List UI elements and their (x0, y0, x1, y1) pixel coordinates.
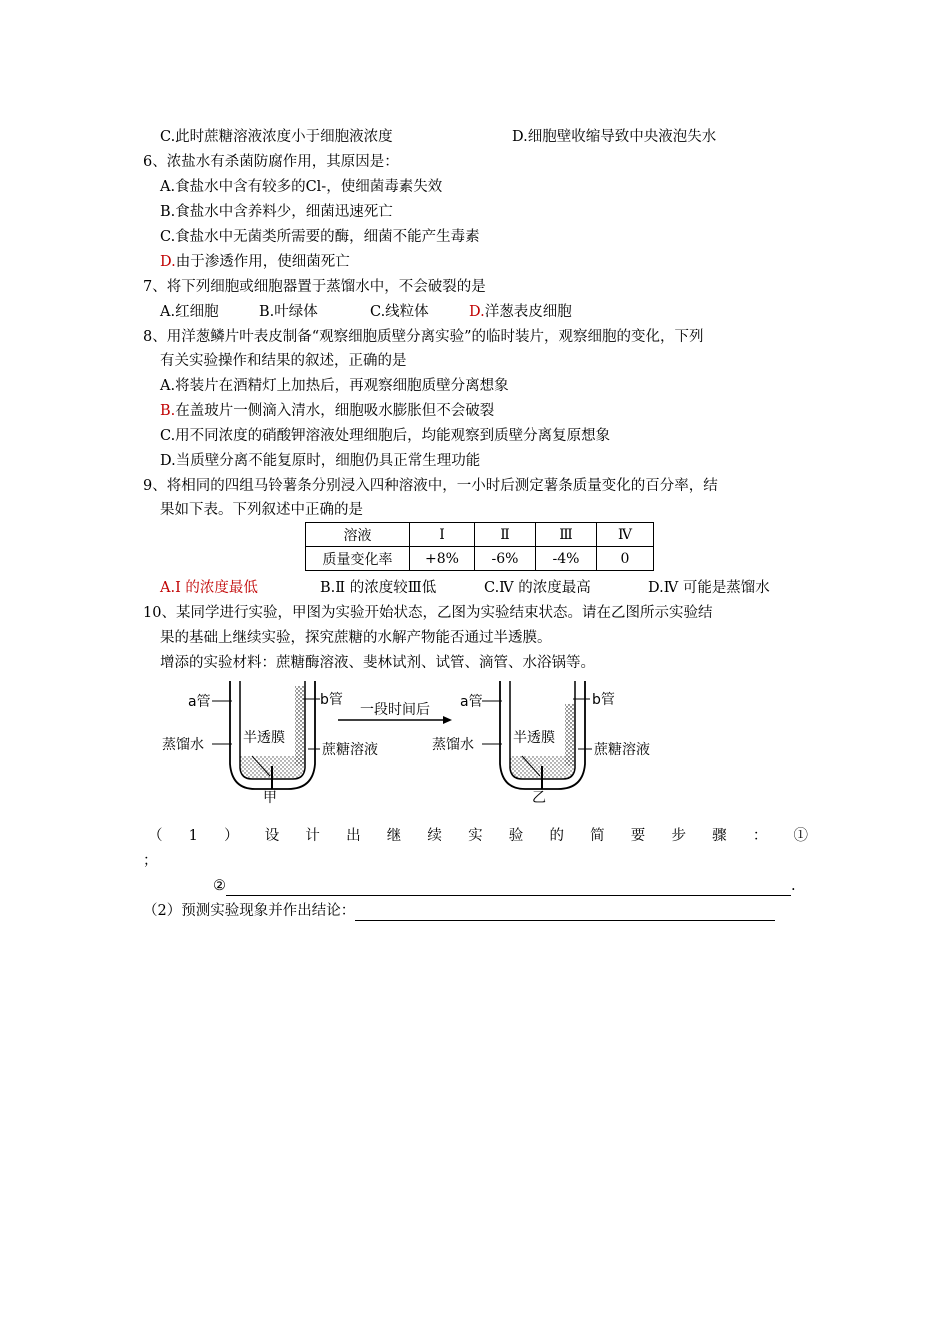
arrow-label: 一段时间后 (360, 702, 430, 718)
q6-answer-letter: D. (160, 254, 176, 270)
q10-materials: 增添的实验材料：蔗糖酶溶液、斐林试剂、试管、滴管、水浴锅等。 (160, 655, 595, 671)
q5-option-c: C.此时蔗糖溶液浓度小于细胞液浓度 (160, 129, 393, 145)
q8-option-c: C.用不同浓度的硝酸钾溶液处理细胞后，均能观察到质壁分离复原想象 (160, 428, 611, 444)
figure-label-start: 甲 (263, 790, 277, 806)
tube-a-label: a管 (188, 694, 211, 710)
q9-option-d: D.Ⅳ 可能是蒸馏水 (648, 580, 770, 596)
table-cell: -4% (536, 547, 597, 571)
table-cell: -6% (475, 547, 536, 571)
q8-stem-1: 8、用洋葱鳞片叶表皮制备“观察细胞质壁分离实验”的临时装片，观察细胞的变化，下列 (143, 329, 704, 345)
q10-stem-2: 果的基础上继续实验，探究蔗糖的水解产物能否通过半透膜。 (160, 630, 552, 646)
q9-option-a: A.Ⅰ 的浓度最低 (160, 580, 258, 596)
step2-end: . (791, 878, 796, 894)
q8-stem-2: 有关实验操作和结果的叙述，正确的是 (160, 353, 407, 369)
table-cell: 溶液 (306, 523, 410, 547)
table-cell: Ⅱ (475, 523, 536, 547)
q9-stem-1: 9、将相同的四组马铃薯条分别浸入四种溶液中，一小时后测定薯条质量变化的百分率，结 (143, 478, 718, 494)
q6-option-d (160, 252, 350, 272)
q10-part1-prefix: （1）设计出继续实验的简要步骤：① (148, 828, 808, 844)
sucrose-label: 蔗糖溶液 (322, 742, 378, 758)
q9-option-b: B.Ⅱ 的浓度较Ⅲ低 (320, 580, 437, 596)
q7-option-c: C.线粒体 (370, 304, 429, 320)
q10-part1-semicolon: ； (143, 853, 158, 869)
q10-part1-step2 (213, 876, 796, 896)
osmosis-figure (160, 676, 680, 806)
water-label: 蒸馏水 (432, 737, 474, 753)
part2-label: （2）预测实验现象并作出结论： (143, 903, 356, 919)
table-row (306, 547, 654, 571)
table-cell: 0 (597, 547, 654, 571)
q7-answer-letter: D. (469, 304, 485, 320)
membrane-label: 半透膜 (513, 730, 555, 746)
table-cell: Ⅲ (536, 523, 597, 547)
membrane-label: 半透膜 (243, 730, 285, 746)
q8-option-a: A.将装片在酒精灯上加热后，再观察细胞质壁分离想象 (160, 378, 509, 394)
table-cell: +8% (410, 547, 475, 571)
q8-answer-letter: B. (160, 403, 176, 419)
step2-answer-blank[interactable] (226, 879, 791, 896)
q9-stem-2: 果如下表。下列叙述中正确的是 (160, 502, 363, 518)
q8-option-b-text: 在盖玻片一侧滴入清水，细胞吸水膨胀但不会破裂 (175, 403, 495, 419)
q9-option-c: C.Ⅳ 的浓度最高 (484, 580, 591, 596)
step2-marker: ② (213, 878, 226, 894)
table-cell: 质量变化率 (306, 547, 410, 571)
q7-option-a: A.红细胞 (160, 304, 219, 320)
water-label: 蒸馏水 (162, 737, 204, 753)
q6-option-a: A.食盐水中含有较多的Cl-，使细菌毒素失效 (160, 179, 443, 195)
q10-part2 (143, 901, 775, 921)
sucrose-label: 蔗糖溶液 (594, 742, 650, 758)
table-cell: Ⅳ (597, 523, 654, 547)
table-header-row (306, 523, 654, 547)
figure-label-end: 乙 (532, 790, 546, 806)
tube-a-label: a管 (460, 694, 483, 710)
q10-stem-1: 10、某同学进行实验，甲图为实验开始状态，乙图为实验结束状态。请在乙图所示实验结 (143, 605, 713, 621)
q6-option-b: B.食盐水中含养料少，细菌迅速死亡 (160, 204, 393, 220)
q6-option-d-text: 由于渗透作用，使细菌死亡 (175, 254, 350, 270)
part2-answer-blank[interactable] (355, 904, 775, 921)
q6-stem: 6、浓盐水有杀菌防腐作用，其原因是： (143, 154, 399, 170)
tube-b-label: b管 (592, 692, 615, 708)
q8-option-b (160, 401, 494, 421)
q7-option-d (469, 302, 572, 322)
q7-option-d-text: 洋葱表皮细胞 (484, 304, 572, 320)
q6-option-c: C.食盐水中无菌类所需要的酶，细菌不能产生毒素 (160, 229, 480, 245)
tube-b-label: b管 (320, 692, 343, 708)
q8-option-d: D.当质壁分离不能复原时，细胞仍具正常生理功能 (160, 453, 481, 469)
q7-option-b: B.叶绿体 (259, 304, 318, 320)
q5-option-d: D.细胞壁收缩导致中央液泡失水 (512, 129, 717, 145)
q7-stem: 7、将下列细胞或细胞器置于蒸馏水中，不会破裂的是 (143, 279, 486, 295)
table-cell: Ⅰ (410, 523, 475, 547)
q9-data-table (305, 522, 654, 571)
